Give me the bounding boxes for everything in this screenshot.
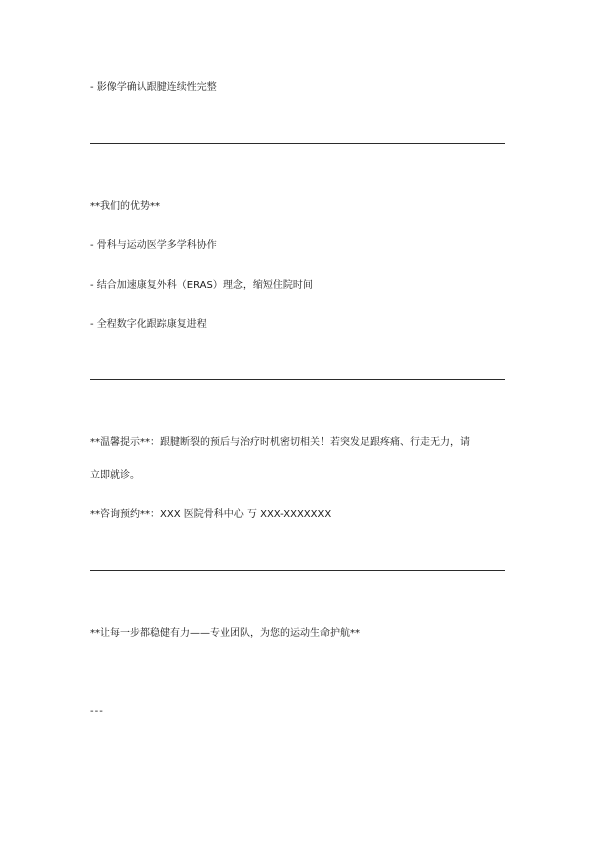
warm-tip-line-2: 立即就诊。 xyxy=(90,470,140,481)
advantages-heading: **我们的优势** xyxy=(90,201,160,212)
end-marker: --- xyxy=(90,706,104,717)
horizontal-rule xyxy=(90,570,505,571)
list-item-digital-tracking: - 全程数字化跟踪康复进程 xyxy=(90,319,207,330)
warm-tip-line-1: **温馨提示**：跟腱断裂的预后与治疗时机密切相关！若突发足跟疼痛、行走无力，请 xyxy=(90,437,470,448)
horizontal-rule xyxy=(90,143,505,144)
list-item-multidisciplinary: - 骨科与运动医学多学科协作 xyxy=(90,240,217,251)
contact-info: **咨询预约**：XXX 医院骨科中心 丂 XXX-XXXXXXX xyxy=(90,509,332,520)
horizontal-rule xyxy=(90,379,505,380)
list-item-eras: - 结合加速康复外科（ERAS）理念，缩短住院时间 xyxy=(90,280,313,291)
list-item-imaging-confirm: - 影像学确认跟腱连续性完整 xyxy=(90,82,217,93)
slogan: **让每一步都稳健有力——专业团队，为您的运动生命护航** xyxy=(90,628,360,639)
